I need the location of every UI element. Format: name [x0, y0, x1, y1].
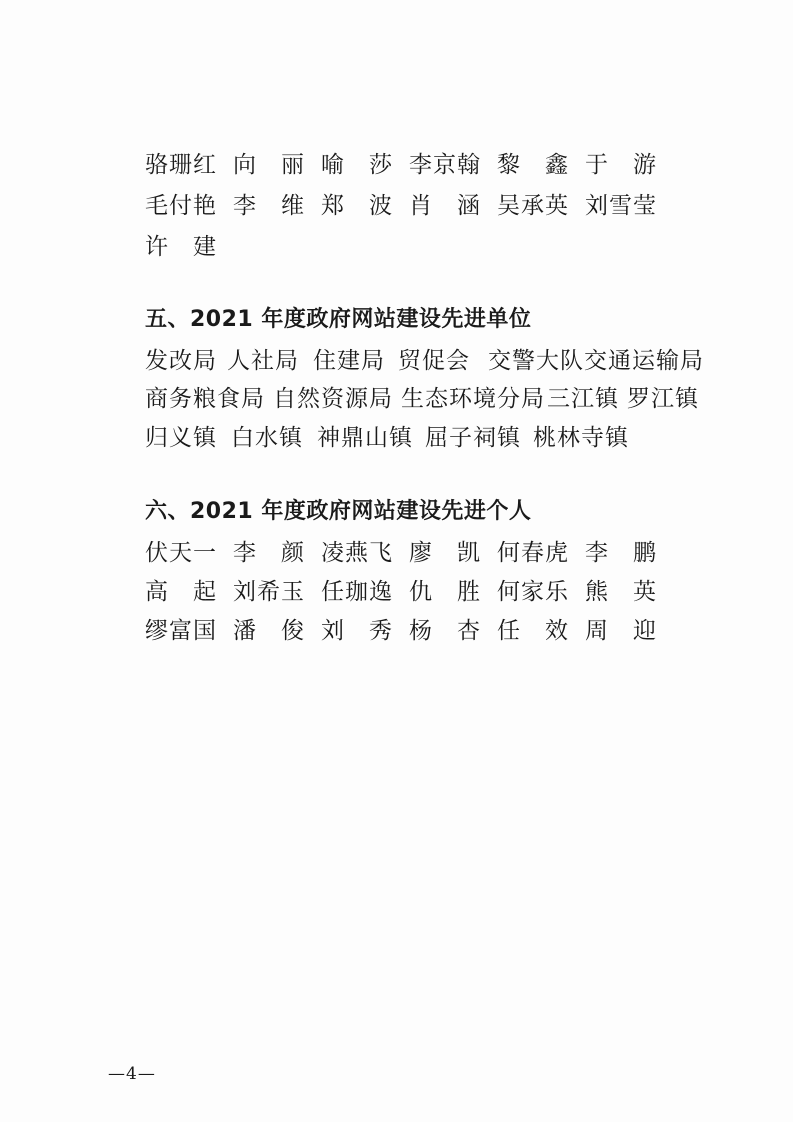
person-name: 杨 杏	[409, 617, 481, 644]
page-number: —4—	[108, 1064, 156, 1084]
person-name: 刘希玉	[233, 578, 305, 605]
person-name: 李 颜	[233, 539, 305, 566]
unit-name: 生态环境分局	[401, 385, 545, 412]
unit-name: 三江镇	[547, 385, 619, 412]
unit-name: 桃林寺镇	[533, 424, 629, 451]
person-name: 刘雪莹	[585, 192, 657, 219]
section-heading: 五、2021 年度政府网站建设先进单位	[145, 307, 532, 332]
unit-row	[145, 420, 643, 450]
unit-name: 人社局	[227, 347, 299, 374]
unit-name: 住建局	[313, 347, 385, 374]
person-name: 喻 莎	[321, 151, 393, 178]
person-name: 李 维	[233, 192, 305, 219]
person-name: 吴承英	[497, 192, 569, 219]
unit-name: 屈子祠镇	[425, 424, 521, 451]
unit-name: 商务粮食局	[145, 385, 265, 412]
unit-name: 交通运输局	[584, 347, 704, 374]
person-name: 潘 俊	[233, 617, 305, 644]
person-name: 任 效	[497, 617, 569, 644]
person-name: 黎 鑫	[497, 151, 569, 178]
person-name: 于 游	[585, 151, 657, 178]
name-row	[145, 613, 673, 643]
person-name: 周 迎	[585, 617, 657, 644]
unit-row	[145, 343, 702, 373]
person-name: 任珈逸	[321, 578, 393, 605]
name-row	[145, 147, 673, 177]
unit-name: 贸促会	[398, 347, 470, 374]
person-name: 何家乐	[497, 578, 569, 605]
name-row	[145, 535, 673, 565]
unit-name: 白水镇	[231, 424, 303, 451]
person-name: 骆珊红	[145, 151, 217, 178]
person-name: 凌燕飞	[321, 539, 393, 566]
unit-name: 神鼎山镇	[317, 424, 413, 451]
name-row	[145, 574, 673, 604]
unit-name: 自然资源局	[273, 385, 393, 412]
person-name: 许 建	[145, 233, 217, 260]
person-name: 李 鹏	[585, 539, 657, 566]
section-heading: 六、2021 年度政府网站建设先进个人	[145, 499, 532, 524]
unit-name: 罗江镇	[627, 385, 699, 412]
person-name: 何春虎	[497, 539, 569, 566]
person-name: 李京翰	[409, 151, 481, 178]
name-row	[145, 229, 233, 259]
unit-name: 交警大队	[488, 347, 584, 374]
person-name: 伏天一	[145, 539, 217, 566]
person-name: 肖 涵	[409, 192, 481, 219]
person-name: 高 起	[145, 578, 217, 605]
person-name: 向 丽	[233, 151, 305, 178]
unit-name: 发改局	[145, 347, 217, 374]
person-name: 缪富国	[145, 617, 217, 644]
person-name: 刘 秀	[321, 617, 393, 644]
unit-name: 归义镇	[145, 424, 217, 451]
name-row	[145, 188, 673, 218]
person-name: 廖 凯	[409, 539, 481, 566]
person-name: 郑 波	[321, 192, 393, 219]
person-name: 仇 胜	[409, 578, 481, 605]
person-name: 熊 英	[585, 578, 657, 605]
person-name: 毛付艳	[145, 192, 217, 219]
unit-row	[145, 381, 707, 411]
